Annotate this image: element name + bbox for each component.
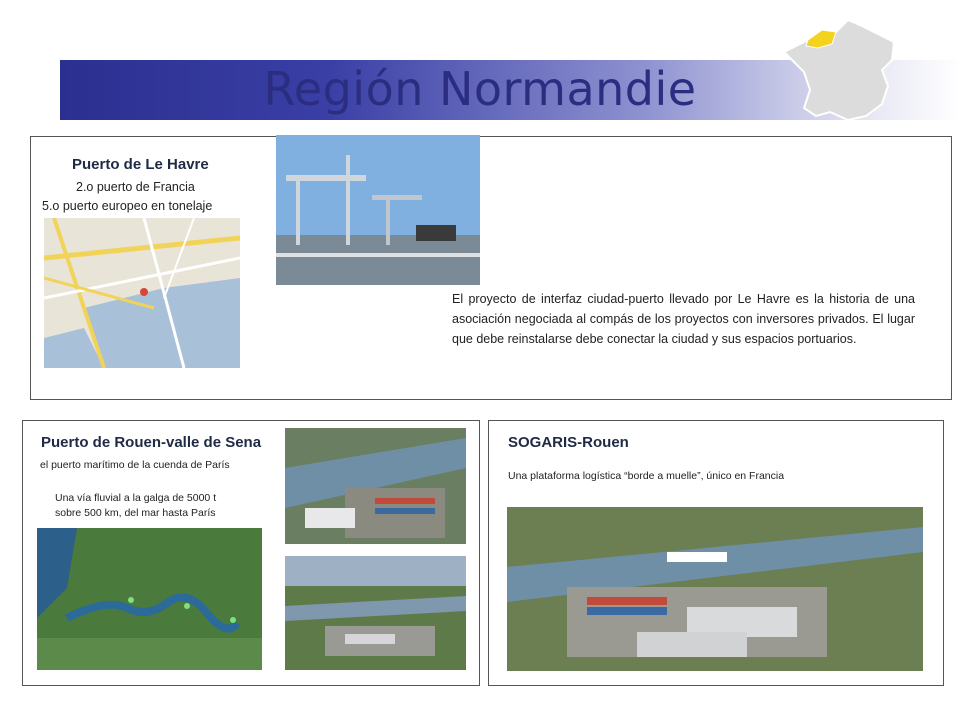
sogaris-aerial-photo [507,507,923,671]
rouen-subtitle: el puerto marítimo de la cuenda de París [40,459,230,471]
lehavre-rank-france: 2.o puerto de Francia [76,180,195,194]
sogaris-title: SOGARIS-Rouen [508,434,629,451]
lehavre-paragraph: El proyecto de interfaz ciudad-puerto llevado por Le Havre es la historia de una asociación negociada al compás de los proyectos con inversores privados. El lugar que debe reinstalarse debe conectar la ciudad y sus espacios portuarios. [452,292,915,346]
rouen-aerial-photo-1 [285,428,466,544]
seine-satellite-map [37,528,262,670]
lehavre-street-map [44,218,240,368]
sogaris-subtitle: Una plataforma logística “borde a muelle”, único en Francia [508,470,785,482]
lehavre-port-photo [276,135,480,285]
rouen-note-line1: Una vía fluvial a la galga de 5000 t [55,492,217,504]
lehavre-rank-europe: 5.o puerto europeo en tonelaje [42,199,213,213]
rouen-title: Puerto de Rouen-valle de Sena [41,434,262,451]
rouen-aerial-photo-2 [285,556,466,670]
france-map-icon [770,12,920,132]
page-title: Región Normandie [263,62,697,116]
lehavre-title: Puerto de Le Havre [72,156,209,173]
rouen-note-line2: sobre 500 km, del mar hasta París [55,507,216,519]
